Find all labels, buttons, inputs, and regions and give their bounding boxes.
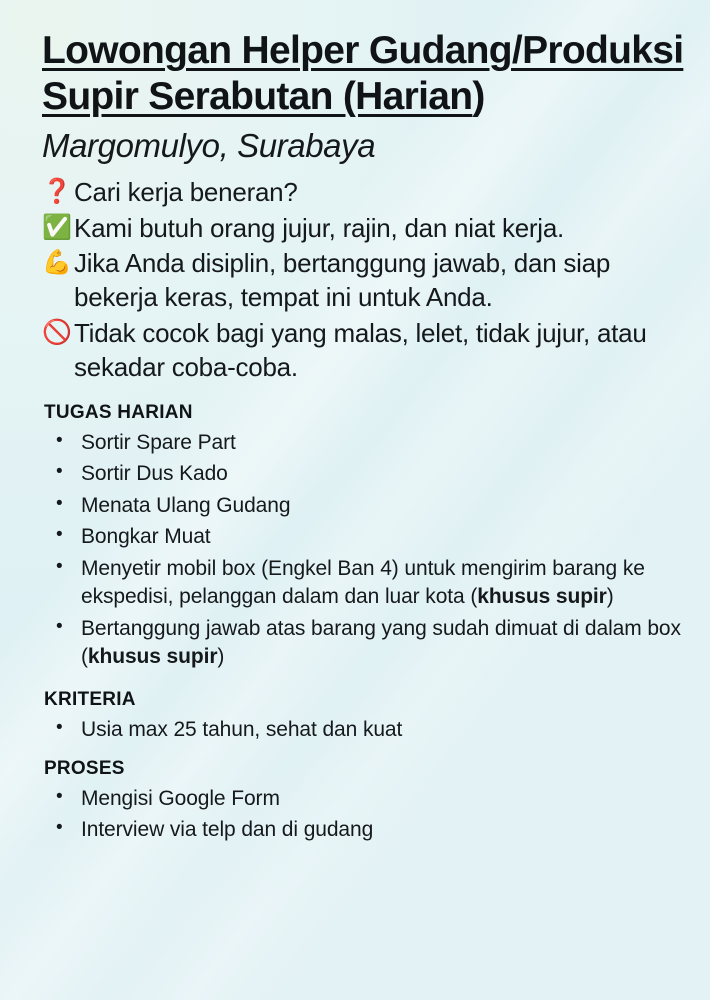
intro-line	[42, 176, 688, 210]
question-mark-icon: ❓	[42, 177, 72, 205]
list-item-text: Sortir Spare Part	[81, 430, 236, 454]
list-item-text: Menata Ulang Gudang	[81, 493, 291, 517]
intro-line	[42, 212, 688, 246]
list-item	[42, 492, 688, 521]
list-item-text-after: )	[217, 645, 225, 669]
list-item	[42, 615, 688, 672]
section-proses	[42, 758, 688, 845]
list-item	[42, 460, 688, 489]
list-item-text: Bertanggung jawab atas barang yang sudah dimuat di dalam box (	[81, 616, 681, 669]
intro-line	[42, 317, 688, 385]
list-item	[42, 716, 688, 745]
list-item-emphasis: khusus supir	[87, 645, 218, 669]
page-title	[42, 28, 688, 119]
list-item	[42, 523, 688, 552]
section-tugas-harian	[42, 402, 688, 672]
intro-line-text: Kami butuh orang jujur, rajin, dan niat kerja.	[74, 212, 565, 243]
list-item	[42, 785, 688, 814]
section-heading: PROSES	[44, 757, 125, 779]
prohibited-icon: 🚫	[42, 319, 72, 347]
list-item	[42, 555, 688, 612]
intro-line	[42, 247, 688, 315]
list-item-emphasis: khusus supir	[477, 585, 607, 609]
title-line-2: Supir Serabutan (Harian	[42, 74, 473, 118]
list-item-text: Interview via telp dan di gudang	[81, 818, 374, 842]
list-item-text: Bongkar Muat	[81, 525, 211, 549]
title-line-1: Lowongan Helper Gudang/Produksi	[42, 29, 684, 72]
intro-line-text: Cari kerja beneran?	[74, 176, 298, 207]
list-item-text: Sortir Dus Kado	[81, 462, 228, 486]
intro-line-text: Jika Anda disiplin, bertanggung jawab, dan siap bekerja keras, tempat ini untuk Anda.	[74, 248, 611, 313]
list-item-text: Usia max 25 tahun, sehat dan kuat	[81, 718, 403, 741]
check-mark-button-icon: ✅	[42, 213, 72, 241]
section-kriteria	[42, 689, 688, 745]
location-subtitle: Margomulyo, Surabaya	[42, 127, 376, 165]
proses-list	[42, 785, 688, 845]
list-item-text: Menyetir mobil box (Engkel Ban 4) untuk mengirim barang ke ekspedisi, pelanggan dalam dan luar kota (	[81, 556, 645, 609]
flexed-biceps-icon: 💪	[42, 249, 72, 277]
list-item	[42, 816, 688, 845]
list-item	[42, 429, 688, 458]
tugas-harian-list	[42, 429, 688, 672]
title-line-2-tail: )	[472, 74, 485, 118]
section-heading: KRITERIA	[44, 689, 136, 710]
kriteria-list	[42, 716, 688, 745]
intro-block	[42, 176, 688, 385]
list-item-text-after: )	[606, 585, 614, 609]
intro-line-text: Tidak cocok bagi yang malas, lelet, tidak jujur, atau sekadar coba-coba.	[74, 318, 647, 382]
list-item-text: Mengisi Google Form	[81, 786, 280, 810]
section-heading: TUGAS HARIAN	[44, 401, 193, 423]
